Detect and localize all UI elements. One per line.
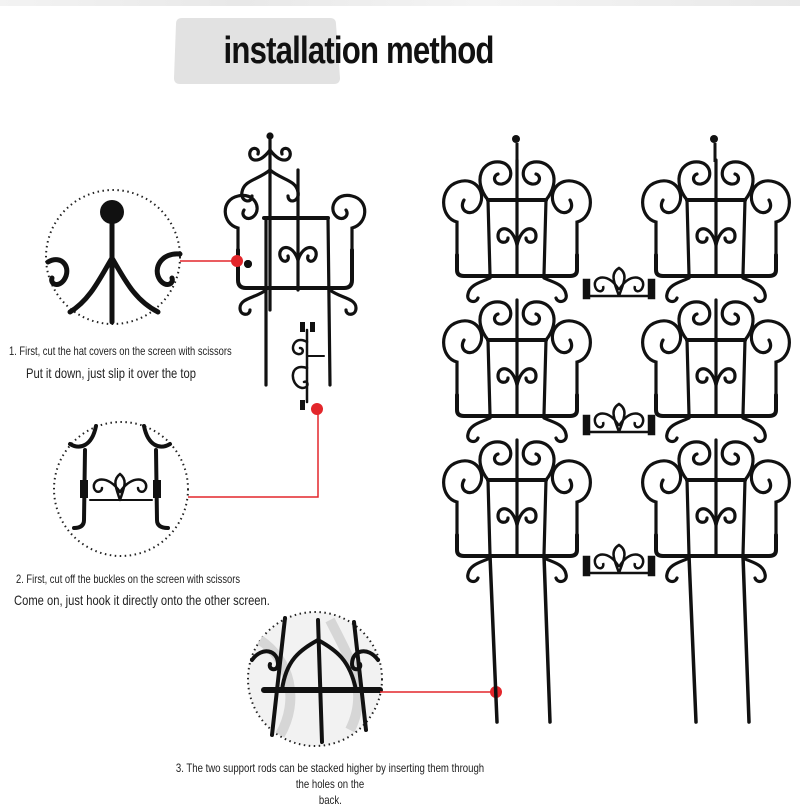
step-3-line-1: 3. The two support rods can be stacked higher by inserting them through the holes on the: [175, 761, 485, 791]
single-trellis-panel: [225, 134, 365, 410]
callout-dot-2: [311, 403, 323, 415]
assembled-trellis: [444, 135, 790, 722]
step-2-detail: Come on, just hook it directly onto the other screen.: [14, 592, 270, 608]
step-3-line-2: back.: [318, 793, 342, 807]
page-title: installation method: [223, 30, 494, 72]
detail-circle-rod-junction: [248, 612, 382, 746]
callout-dot-1: [231, 255, 243, 267]
detail-circle-finial: [46, 190, 180, 324]
step-3-instruction: [130, 760, 530, 808]
detail-circle-connector: [54, 422, 188, 556]
step-1-detail: Put it down, just slip it over the top: [26, 365, 196, 381]
step-2-instruction: 2. First, cut off the buckles on the screen with scissors: [16, 572, 241, 586]
step-1-instruction: 1. First, cut the hat covers on the screen with scissors: [9, 344, 232, 358]
callout-line-2: [188, 410, 318, 497]
